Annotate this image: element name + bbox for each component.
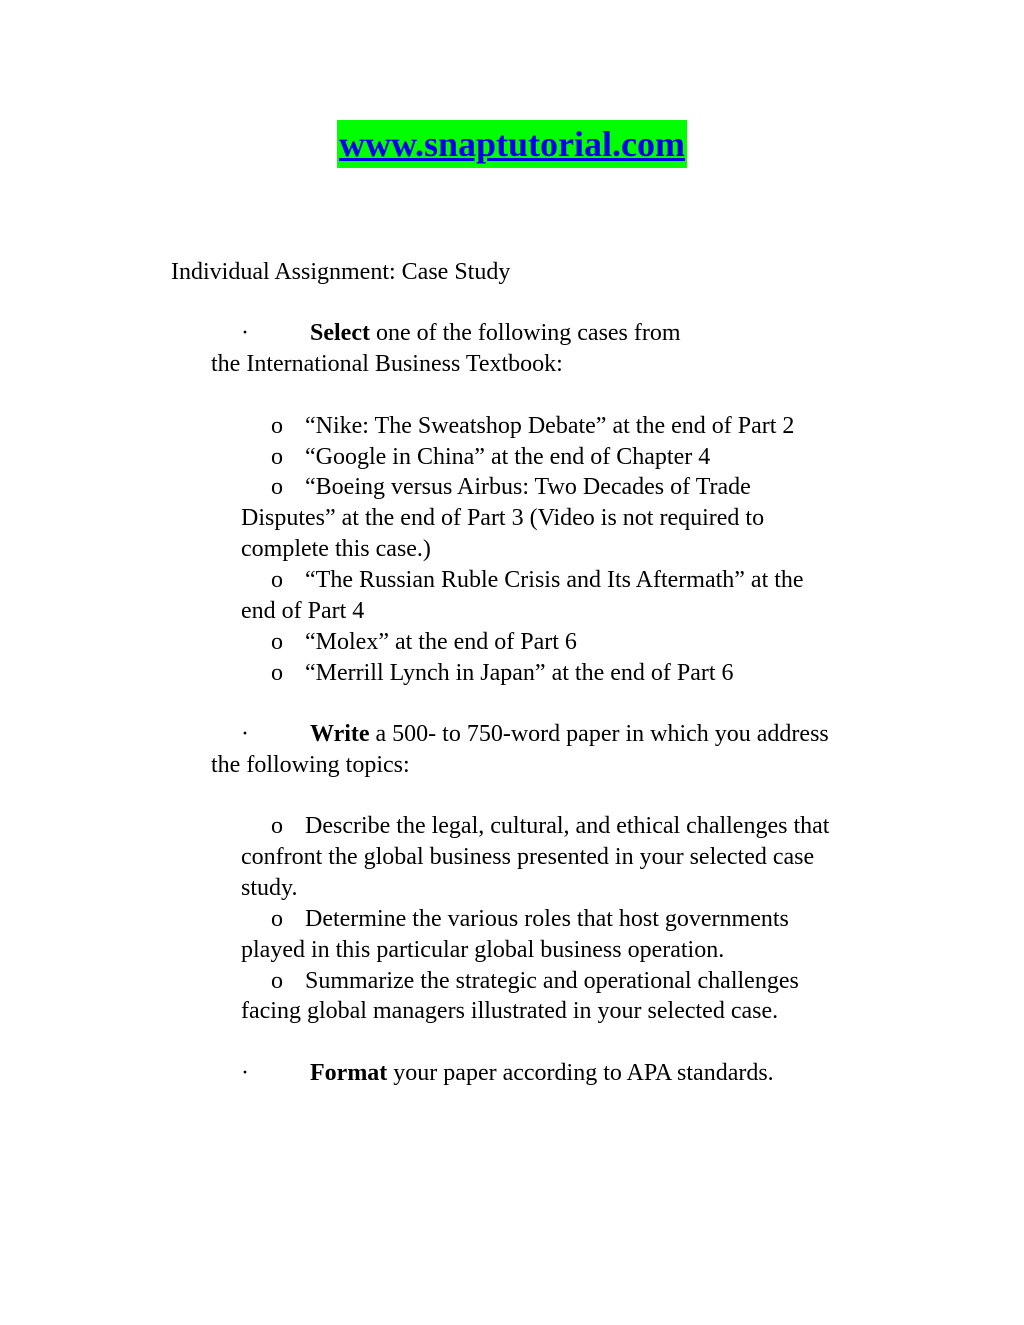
list-item: o “Boeing versus Airbus: Two Decades of Trade	[271, 472, 751, 503]
header	[0, 120, 1024, 168]
list-item: o “Merrill Lynch in Japan” at the end of Part 6	[271, 658, 734, 689]
sub-bullet-marker: o	[271, 968, 283, 994]
list-item: o Determine the various roles that host governments	[271, 904, 789, 935]
sub-bullet-marker: o	[271, 629, 283, 655]
section-select-text: one of the following cases from	[369, 320, 681, 346]
section-select-line2: the International Business Textbook:	[211, 351, 563, 377]
sub-bullet-marker: o	[271, 660, 283, 686]
list-item-continuation: played in this particular global business operation.	[241, 937, 725, 963]
section-select-keyword: Select	[310, 320, 370, 346]
sub-bullet-marker: o	[271, 474, 283, 500]
section-write-line2: the following topics:	[211, 752, 410, 778]
section-format-line1	[310, 1058, 774, 1089]
bullet-symbol: ·	[241, 320, 249, 346]
list-item-continuation: confront the global business presented in your selected case	[241, 844, 815, 870]
list-item-continuation: study.	[241, 875, 298, 901]
list-item-continuation: Disputes” at the end of Part 3 (Video is not required to	[241, 505, 765, 531]
section-write-line1	[310, 719, 829, 750]
sub-bullet-marker: o	[271, 413, 283, 439]
sub-bullet-marker: o	[271, 813, 283, 839]
bullet-symbol: ·	[241, 1060, 249, 1086]
list-item-continuation: complete this case.)	[241, 536, 431, 562]
website-link[interactable]: www.snaptutorial.com	[337, 120, 687, 168]
section-write-text: a 500- to 750-word paper in which you address	[369, 721, 829, 747]
list-item: o “Molex” at the end of Part 6	[271, 627, 577, 658]
section-write-keyword: Write	[310, 721, 370, 747]
document-title: Individual Assignment: Case Study	[171, 259, 511, 285]
list-item: o Describe the legal, cultural, and ethical challenges that	[271, 811, 829, 842]
list-item: o “Google in China” at the end of Chapter 4	[271, 442, 710, 473]
sub-bullet-marker: o	[271, 444, 283, 470]
list-item-continuation: facing global managers illustrated in your selected case.	[241, 998, 779, 1024]
section-format-keyword: Format	[310, 1060, 388, 1086]
list-item: o “The Russian Ruble Crisis and Its Aftermath” at the	[271, 565, 804, 596]
list-item-continuation: end of Part 4	[241, 598, 365, 624]
list-item: o Summarize the strategic and operational challenges	[271, 966, 799, 997]
list-item: o “Nike: The Sweatshop Debate” at the end of Part 2	[271, 411, 794, 442]
section-select-line1	[310, 318, 681, 349]
sub-bullet-marker: o	[271, 567, 283, 593]
bullet-symbol: ·	[241, 721, 249, 747]
section-format-text: your paper according to APA standards.	[387, 1060, 774, 1086]
sub-bullet-marker: o	[271, 906, 283, 932]
